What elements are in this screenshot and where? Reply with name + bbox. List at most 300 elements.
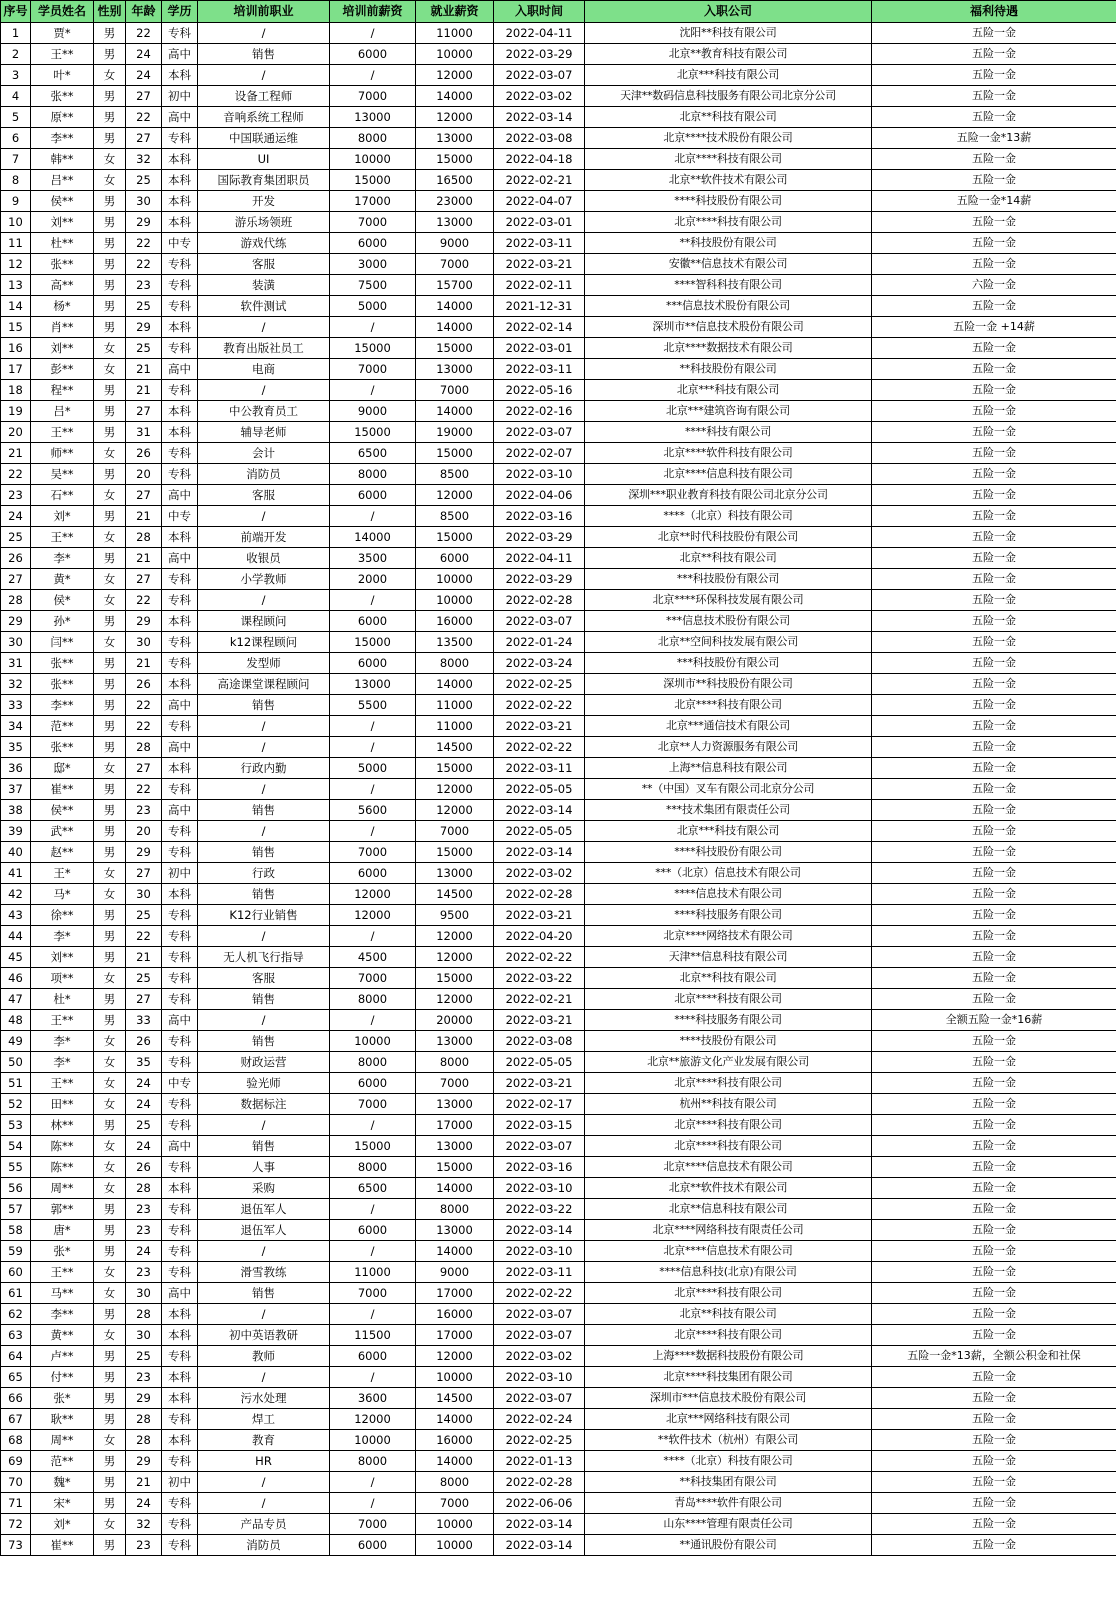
cell-gender: 女 [94,1283,126,1304]
cell-gender: 男 [94,23,126,44]
cell-hire-date: 2022-03-02 [494,863,585,884]
cell-age: 29 [126,317,162,338]
cell-benefits: 五险一金 [872,1325,1116,1346]
cell-age: 21 [126,1472,162,1493]
cell-education: 专科 [162,23,198,44]
cell-prev-salary: / [330,1241,416,1262]
cell-new-salary: 8000 [416,1472,494,1493]
cell-age: 29 [126,212,162,233]
cell-benefits: 五险一金 [872,884,1116,905]
cell-age: 22 [126,107,162,128]
cell-company: 山东****管理有限责任公司 [585,1514,872,1535]
cell-prev-salary: 8000 [330,1052,416,1073]
cell-company: 北京**人力资源服务有限公司 [585,737,872,758]
cell-education: 专科 [162,842,198,863]
cell-hire-date: 2022-03-14 [494,1514,585,1535]
cell-prev-salary: 8000 [330,464,416,485]
cell-hire-date: 2022-03-07 [494,1388,585,1409]
cell-education: 本科 [162,1325,198,1346]
cell-benefits: 五险一金 [872,1241,1116,1262]
cell-benefits: 五险一金 [872,233,1116,254]
cell-gender: 男 [94,800,126,821]
cell-hire-date: 2022-02-28 [494,1472,585,1493]
cell-name: 王** [31,1010,94,1031]
table-row [1,1031,1116,1052]
cell-new-salary: 13000 [416,1031,494,1052]
cell-hire-date: 2022-03-11 [494,233,585,254]
cell-prev-salary: / [330,737,416,758]
cell-hire-date: 2022-03-07 [494,65,585,86]
cell-age: 32 [126,149,162,170]
cell-company: ****科技服务有限公司 [585,1010,872,1031]
cell-company: ***信息技术股份有限公司 [585,296,872,317]
cell-gender: 女 [94,1514,126,1535]
cell-gender: 男 [94,1472,126,1493]
cell-prev-job: 客服 [198,485,330,506]
cell-education: 初中 [162,86,198,107]
cell-hire-date: 2022-03-07 [494,1136,585,1157]
cell-education: 本科 [162,149,198,170]
cell-gender: 男 [94,611,126,632]
cell-prev-job: 销售 [198,989,330,1010]
cell-index: 23 [1,485,31,506]
table-row [1,23,1116,44]
cell-education: 本科 [162,191,198,212]
cell-prev-job: / [198,1367,330,1388]
cell-age: 27 [126,485,162,506]
cell-index: 6 [1,128,31,149]
cell-new-salary: 10000 [416,590,494,611]
cell-new-salary: 13500 [416,632,494,653]
cell-education: 专科 [162,1220,198,1241]
cell-new-salary: 15000 [416,443,494,464]
cell-benefits: 五险一金 [872,359,1116,380]
cell-new-salary: 17000 [416,1115,494,1136]
cell-prev-salary: 5500 [330,695,416,716]
cell-education: 专科 [162,296,198,317]
cell-prev-salary: 6000 [330,1220,416,1241]
cell-education: 初中 [162,863,198,884]
cell-name: 高** [31,275,94,296]
cell-hire-date: 2022-02-28 [494,884,585,905]
cell-name: 耿** [31,1409,94,1430]
cell-gender: 女 [94,1157,126,1178]
cell-index: 68 [1,1430,31,1451]
cell-name: 杜** [31,233,94,254]
cell-name: 李* [31,548,94,569]
table-row [1,338,1116,359]
cell-prev-job: 中公教育员工 [198,401,330,422]
table-row [1,296,1116,317]
cell-new-salary: 9500 [416,905,494,926]
cell-company: 北京***科技有限公司 [585,65,872,86]
cell-new-salary: 12000 [416,926,494,947]
cell-name: 卢** [31,1346,94,1367]
cell-prev-job: 发型师 [198,653,330,674]
cell-name: 刘** [31,338,94,359]
cell-company: **（中国）叉车有限公司北京分公司 [585,779,872,800]
cell-index: 31 [1,653,31,674]
cell-prev-job: / [198,23,330,44]
cell-name: 侯** [31,191,94,212]
cell-gender: 女 [94,1073,126,1094]
cell-new-salary: 12000 [416,107,494,128]
cell-education: 专科 [162,1346,198,1367]
cell-benefits: 五险一金 [872,863,1116,884]
cell-prev-salary: 7000 [330,359,416,380]
cell-age: 27 [126,569,162,590]
cell-hire-date: 2022-04-11 [494,23,585,44]
cell-benefits: 五险一金 [872,674,1116,695]
cell-prev-salary: 5000 [330,758,416,779]
cell-age: 35 [126,1052,162,1073]
cell-education: 中专 [162,1073,198,1094]
cell-age: 25 [126,1346,162,1367]
cell-company: ****科技股份有限公司 [585,842,872,863]
cell-new-salary: 15000 [416,338,494,359]
cell-index: 22 [1,464,31,485]
cell-name: 周** [31,1430,94,1451]
table-row [1,1199,1116,1220]
table-row [1,737,1116,758]
cell-name: 王* [31,863,94,884]
cell-prev-salary: / [330,590,416,611]
cell-prev-job: 教师 [198,1346,330,1367]
table-row [1,1514,1116,1535]
cell-age: 27 [126,758,162,779]
cell-gender: 男 [94,842,126,863]
cell-index: 4 [1,86,31,107]
cell-benefits: 五险一金 [872,1073,1116,1094]
cell-prev-job: 数据标注 [198,1094,330,1115]
cell-prev-salary: 8000 [330,989,416,1010]
table-row [1,1304,1116,1325]
cell-gender: 男 [94,1346,126,1367]
cell-education: 高中 [162,1283,198,1304]
cell-prev-job: 前端开发 [198,527,330,548]
table-row [1,275,1116,296]
cell-gender: 男 [94,464,126,485]
cell-education: 本科 [162,884,198,905]
cell-prev-salary: 7000 [330,1514,416,1535]
cell-education: 专科 [162,779,198,800]
cell-new-salary: 13000 [416,1094,494,1115]
cell-benefits: 五险一金 [872,1199,1116,1220]
cell-education: 专科 [162,1409,198,1430]
cell-prev-job: / [198,716,330,737]
cell-benefits: 五险一金 [872,653,1116,674]
cell-gender: 男 [94,716,126,737]
table-row [1,1178,1116,1199]
cell-prev-job: / [198,1241,330,1262]
cell-prev-job: 消防员 [198,464,330,485]
cell-name: 林** [31,1115,94,1136]
cell-prev-job: / [198,779,330,800]
cell-name: 原** [31,107,94,128]
cell-benefits: 五险一金 +14薪 [872,317,1116,338]
cell-prev-job: 开发 [198,191,330,212]
cell-age: 29 [126,1451,162,1472]
cell-prev-job: 销售 [198,800,330,821]
cell-hire-date: 2022-02-16 [494,401,585,422]
cell-company: **软件技术（杭州）有限公司 [585,1430,872,1451]
cell-name: 孙* [31,611,94,632]
cell-benefits: 五险一金 [872,1220,1116,1241]
cell-new-salary: 14000 [416,296,494,317]
cell-new-salary: 13000 [416,359,494,380]
cell-prev-salary: 8000 [330,128,416,149]
cell-index: 16 [1,338,31,359]
cell-index: 21 [1,443,31,464]
cell-name: 杨* [31,296,94,317]
cell-new-salary: 10000 [416,1367,494,1388]
cell-new-salary: 14000 [416,317,494,338]
cell-hire-date: 2022-03-22 [494,968,585,989]
cell-name: 张* [31,1388,94,1409]
cell-new-salary: 15700 [416,275,494,296]
cell-education: 专科 [162,632,198,653]
cell-benefits: 五险一金 [872,1136,1116,1157]
cell-name: 刘* [31,1514,94,1535]
cell-new-salary: 14000 [416,1241,494,1262]
cell-benefits: 五险一金 [872,44,1116,65]
cell-new-salary: 14500 [416,884,494,905]
cell-gender: 男 [94,107,126,128]
cell-company: 深圳市**科技股份有限公司 [585,674,872,695]
cell-company: 深圳***职业教育科技有限公司北京分公司 [585,485,872,506]
cell-name: 刘* [31,506,94,527]
table-row [1,611,1116,632]
table-row [1,905,1116,926]
cell-age: 30 [126,1325,162,1346]
cell-prev-salary: / [330,65,416,86]
cell-company: 安徽**信息技术有限公司 [585,254,872,275]
cell-new-salary: 15000 [416,527,494,548]
cell-education: 本科 [162,611,198,632]
cell-education: 本科 [162,674,198,695]
cell-prev-job: / [198,1010,330,1031]
cell-age: 28 [126,527,162,548]
cell-education: 专科 [162,380,198,401]
cell-company: 北京**科技有限公司 [585,548,872,569]
cell-hire-date: 2022-02-07 [494,443,585,464]
cell-age: 26 [126,1157,162,1178]
cell-gender: 女 [94,443,126,464]
cell-name: 李** [31,695,94,716]
cell-company: 北京****信息技术有限公司 [585,1241,872,1262]
table-row [1,1430,1116,1451]
cell-gender: 男 [94,1010,126,1031]
cell-index: 56 [1,1178,31,1199]
cell-index: 70 [1,1472,31,1493]
cell-name: 王** [31,1073,94,1094]
cell-education: 专科 [162,128,198,149]
cell-age: 23 [126,1367,162,1388]
cell-benefits: 五险一金 [872,23,1116,44]
cell-name: 黄* [31,569,94,590]
cell-hire-date: 2022-03-16 [494,1157,585,1178]
cell-education: 高中 [162,1136,198,1157]
cell-age: 23 [126,1535,162,1556]
cell-new-salary: 16500 [416,170,494,191]
cell-name: 马** [31,1283,94,1304]
cell-company: ****智科科技有限公司 [585,275,872,296]
cell-index: 12 [1,254,31,275]
cell-age: 25 [126,170,162,191]
cell-prev-salary: / [330,1115,416,1136]
cell-name: 张** [31,653,94,674]
cell-age: 29 [126,1388,162,1409]
cell-name: 刘** [31,212,94,233]
cell-prev-salary: 10000 [330,1031,416,1052]
cell-name: 陈** [31,1157,94,1178]
cell-index: 17 [1,359,31,380]
cell-hire-date: 2022-03-10 [494,1178,585,1199]
cell-benefits: 五险一金 [872,947,1116,968]
cell-hire-date: 2022-04-11 [494,548,585,569]
cell-index: 29 [1,611,31,632]
cell-prev-salary: 6500 [330,1178,416,1199]
cell-hire-date: 2022-03-07 [494,422,585,443]
cell-index: 19 [1,401,31,422]
cell-company: 天津**信息科技有限公司 [585,947,872,968]
cell-prev-salary: / [330,779,416,800]
cell-new-salary: 12000 [416,779,494,800]
cell-prev-salary: 6000 [330,863,416,884]
cell-prev-job: / [198,821,330,842]
cell-hire-date: 2022-03-15 [494,1115,585,1136]
header-row [1,1,1116,23]
cell-name: 侯** [31,800,94,821]
cell-benefits: 五险一金 [872,632,1116,653]
table-row [1,968,1116,989]
cell-benefits: 五险一金 [872,170,1116,191]
cell-name: 王** [31,1262,94,1283]
cell-education: 专科 [162,1493,198,1514]
cell-prev-salary: 15000 [330,422,416,443]
cell-gender: 男 [94,212,126,233]
table-row [1,800,1116,821]
cell-new-salary: 7000 [416,821,494,842]
cell-prev-salary: 10000 [330,1430,416,1451]
cell-prev-job: / [198,590,330,611]
cell-education: 专科 [162,1262,198,1283]
cell-gender: 男 [94,1535,126,1556]
cell-company: 北京****科技有限公司 [585,1115,872,1136]
cell-benefits: 五险一金 [872,65,1116,86]
cell-prev-salary: 5000 [330,296,416,317]
cell-index: 27 [1,569,31,590]
cell-education: 高中 [162,737,198,758]
cell-education: 专科 [162,926,198,947]
cell-prev-salary: 12000 [330,905,416,926]
table-row [1,1325,1116,1346]
cell-new-salary: 13000 [416,128,494,149]
cell-index: 34 [1,716,31,737]
cell-prev-job: 课程顾问 [198,611,330,632]
cell-company: 青岛****软件有限公司 [585,1493,872,1514]
cell-benefits: 五险一金*14薪 [872,191,1116,212]
cell-gender: 女 [94,1325,126,1346]
cell-age: 27 [126,989,162,1010]
cell-gender: 女 [94,1430,126,1451]
cell-benefits: 五险一金 [872,758,1116,779]
cell-gender: 男 [94,1199,126,1220]
cell-prev-salary: 5600 [330,800,416,821]
cell-prev-salary: 17000 [330,191,416,212]
cell-benefits: 五险一金 [872,821,1116,842]
cell-benefits: 五险一金 [872,212,1116,233]
cell-index: 11 [1,233,31,254]
cell-education: 专科 [162,716,198,737]
header-col-education: 学历 [162,1,198,23]
cell-hire-date: 2022-03-07 [494,1325,585,1346]
cell-new-salary: 8000 [416,1052,494,1073]
cell-company: 北京**教育科技有限公司 [585,44,872,65]
cell-prev-salary: 4500 [330,947,416,968]
cell-prev-salary: / [330,506,416,527]
cell-index: 60 [1,1262,31,1283]
cell-gender: 男 [94,506,126,527]
header-col-name: 学员姓名 [31,1,94,23]
cell-new-salary: 12000 [416,485,494,506]
cell-new-salary: 14000 [416,1451,494,1472]
cell-benefits: 五险一金 [872,1409,1116,1430]
cell-age: 28 [126,1430,162,1451]
table-row [1,1052,1116,1073]
cell-education: 专科 [162,1199,198,1220]
cell-hire-date: 2022-05-05 [494,779,585,800]
cell-prev-salary: 2000 [330,569,416,590]
cell-company: 北京**科技有限公司 [585,1304,872,1325]
cell-hire-date: 2022-03-10 [494,1241,585,1262]
cell-index: 3 [1,65,31,86]
cell-name: 武** [31,821,94,842]
cell-prev-job: 销售 [198,842,330,863]
cell-company: ***科技股份有限公司 [585,653,872,674]
table-row [1,44,1116,65]
cell-name: 石** [31,485,94,506]
cell-name: 师** [31,443,94,464]
cell-benefits: 五险一金 [872,737,1116,758]
cell-gender: 男 [94,989,126,1010]
cell-prev-job: 验光师 [198,1073,330,1094]
cell-prev-job: 行政内勤 [198,758,330,779]
cell-new-salary: 7000 [416,1073,494,1094]
header-col-hire-date: 入职时间 [494,1,585,23]
cell-gender: 男 [94,926,126,947]
cell-education: 本科 [162,1430,198,1451]
cell-prev-salary: 6000 [330,233,416,254]
cell-prev-job: 高途课堂课程顾问 [198,674,330,695]
cell-name: 彭** [31,359,94,380]
cell-hire-date: 2022-03-10 [494,1367,585,1388]
cell-company: ****科技有限公司 [585,422,872,443]
cell-gender: 女 [94,569,126,590]
cell-index: 32 [1,674,31,695]
table-row [1,527,1116,548]
cell-benefits: 五险一金 [872,989,1116,1010]
cell-name: 张** [31,737,94,758]
cell-benefits: 五险一金 [872,1157,1116,1178]
cell-age: 27 [126,128,162,149]
cell-name: 刘** [31,947,94,968]
cell-new-salary: 16000 [416,611,494,632]
cell-benefits: 五险一金 [872,380,1116,401]
cell-gender: 男 [94,401,126,422]
table-row [1,1115,1116,1136]
cell-education: 专科 [162,1514,198,1535]
